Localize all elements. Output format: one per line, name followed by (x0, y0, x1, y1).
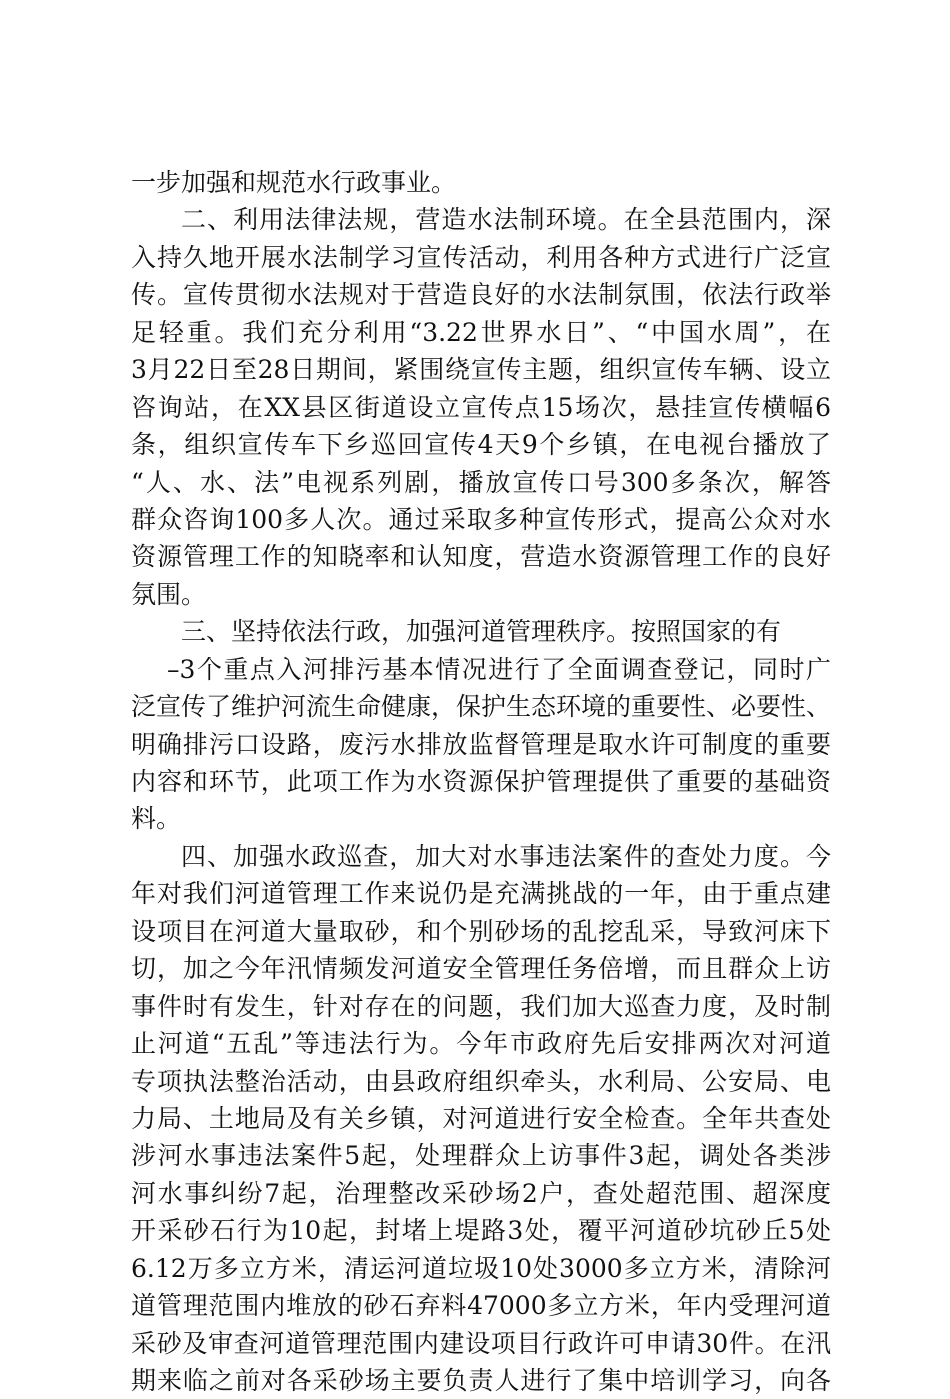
text-line: 力局、土地局及有关乡镇，对河道进行安全检查。全年共查处 (131, 1103, 831, 1133)
text-line: 一步加强和规范水行政事业。 (131, 168, 457, 197)
text-line: 氛围。 (131, 579, 207, 609)
text-line: 条，组织宣传车下乡巡回宣传4天9个乡镇，在电视台播放了 (131, 430, 831, 460)
text-line: –3个重点入河排污基本情况进行了全面调查登记，同时广 (167, 654, 831, 684)
text-line: 四、加强水政巡查，加大对水事违法案件的查处力度。今 (181, 841, 831, 871)
text-line: 料。 (131, 804, 182, 834)
document-body (131, 164, 831, 1399)
text-line: 开采砂石行为10起，封堵上堤路3处，覆平河道砂坑砂丘5处 (131, 1216, 831, 1246)
text-line: 明确排污口设路，废污水排放监督管理是取水许可制度的重要 (131, 729, 831, 759)
text-line: 期来临之前对各采砂场主要负责人进行了集中培训学习，向各 (131, 1366, 831, 1395)
text-line: 二、利用法律法规，营造水法制环境。在全县范围内，深 (181, 205, 831, 235)
text-line: 采砂及审查河道管理范围内建设项目行政许可申请30件。在汛 (131, 1328, 831, 1358)
text-line: 群众咨询100多人次。通过采取多种宣传形式，提高公众对水 (131, 504, 831, 534)
text-line: 咨询站，在XX县区街道设立宣传点15场次，悬挂宣传横幅6 (131, 392, 831, 422)
text-line: 专项执法整治活动，由县政府组织牵头，水利局、公安局、电 (131, 1066, 831, 1096)
text-line: 止河道“五乱”等违法行为。今年市政府先后安排两次对河道 (131, 1029, 831, 1059)
text-line: “人、水、法”电视系列剧，播放宣传口号300多条次，解答 (131, 467, 831, 497)
text-line: 传。宣传贯彻水法规对于营造良好的水法制氛围，依法行政举 (131, 280, 831, 310)
text-line: 涉河水事违法案件5起，处理群众上访事件3起，调处各类涉 (131, 1141, 831, 1171)
text-line: 事件时有发生，针对存在的问题，我们加大巡查力度，及时制 (131, 991, 831, 1021)
text-line: 设项目在河道大量取砂，和个别砂场的乱挖乱采，导致河床下 (131, 916, 831, 946)
text-line: 入持久地开展水法制学习宣传活动，利用各种方式进行广泛宣 (131, 242, 831, 272)
text-line: 足轻重。我们充分利用“3.22世界水日”、“中国水周”，在 (131, 317, 831, 347)
text-line: 三、坚持依法行政，加强河道管理秩序。按照国家的有 (181, 617, 782, 647)
text-line: 3月22日至28日期间，紧围绕宣传主题，组织宣传车辆、设立 (131, 355, 831, 385)
text-line: 内容和环节，此项工作为水资源保护管理提供了重要的基础资 (131, 767, 831, 796)
text-line: 切，加之今年汛情频发河道安全管理任务倍增，而且群众上访 (131, 954, 831, 984)
text-line: 道管理范围内堆放的砂石弃料47000多立方米，年内受理河道 (131, 1291, 831, 1321)
text-line: 资源管理工作的知晓率和认知度，营造水资源管理工作的良好 (131, 542, 831, 572)
text-line: 6.12万多立方米，清运河道垃圾10处3000多立方米，清除河 (131, 1253, 831, 1283)
text-line: 年对我们河道管理工作来说仍是充满挑战的一年，由于重点建 (131, 879, 831, 909)
text-line: 泛宣传了维护河流生命健康，保护生态环境的重要性、必要性、 (131, 692, 832, 722)
text-line: 河水事纠纷7起，治理整改采砂场2户，查处超范围、超深度 (131, 1178, 831, 1208)
